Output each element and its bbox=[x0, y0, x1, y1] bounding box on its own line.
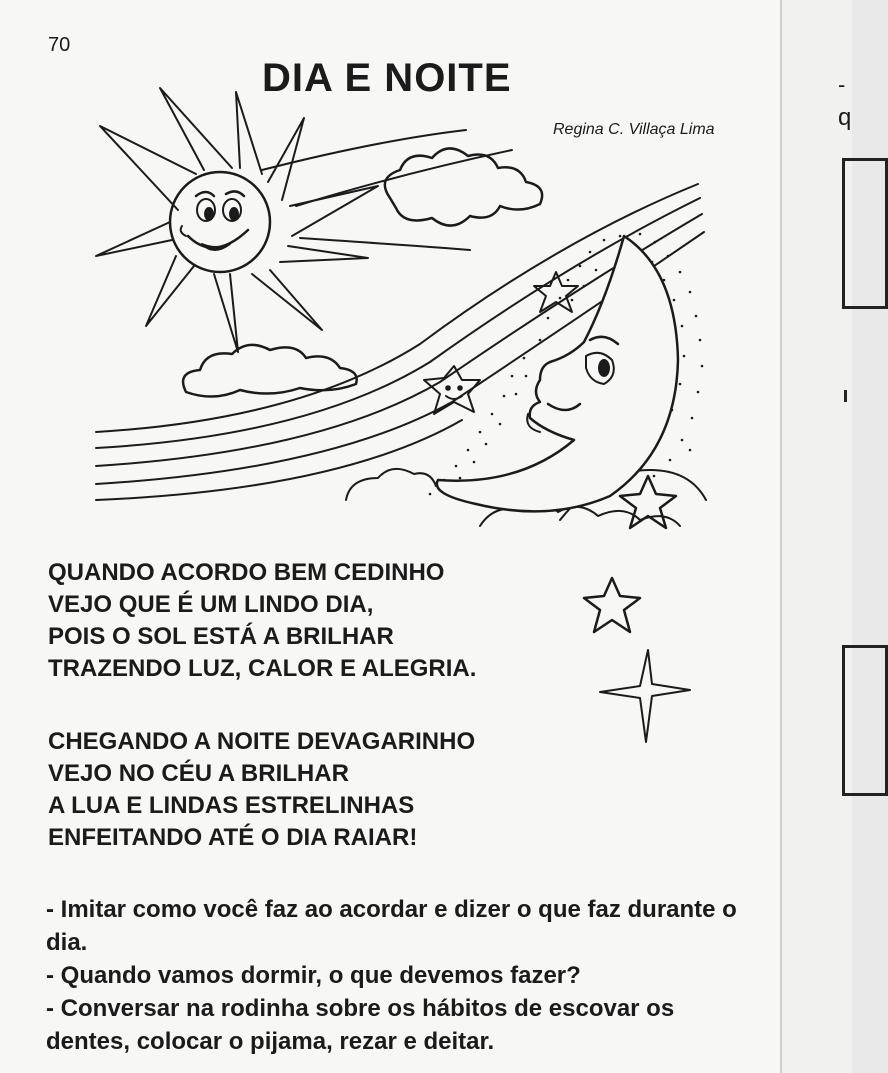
poem-line: POIS O SOL ESTÁ A BRILHAR bbox=[48, 623, 394, 650]
author-name: Regina C. Villaça Lima bbox=[553, 121, 715, 138]
poem-line: TRAZENDO LUZ, CALOR E ALEGRIA. bbox=[48, 655, 477, 682]
sparkle-star-icon bbox=[600, 650, 690, 742]
next-page-edge bbox=[780, 0, 852, 1073]
next-page-dash: - bbox=[838, 72, 846, 97]
next-page-letter: q bbox=[838, 104, 852, 131]
page-title: DIA E NOITE bbox=[262, 56, 512, 100]
crescent-moon-icon bbox=[429, 233, 704, 512]
poem-line: VEJO QUE É UM LINDO DIA, bbox=[48, 591, 374, 618]
next-page-mark bbox=[844, 390, 847, 402]
poem-stanza bbox=[48, 557, 476, 685]
activity-item: - Conversar na rodinha sobre os hábitos de escovar os dentes, colocar o pijama, rezar e deitar. bbox=[46, 995, 675, 1055]
poem-stanza bbox=[48, 726, 475, 854]
cloud-icon bbox=[183, 345, 357, 397]
activity-item: - Quando vamos dormir, o que devemos fazer? bbox=[46, 962, 581, 989]
star-icon bbox=[620, 476, 676, 528]
poem-line: CHEGANDO A NOITE DEVAGARINHO bbox=[48, 728, 476, 755]
poem-line: A LUA E LINDAS ESTRELINHAS bbox=[48, 792, 415, 819]
star-icon bbox=[584, 578, 640, 632]
poem-line: QUANDO ACORDO BEM CEDINHO bbox=[48, 559, 445, 586]
poem-line: ENFEITANDO ATÉ O DIA RAIAR! bbox=[48, 824, 418, 851]
activity-item: - Imitar como você faz ao acordar e dizer o que faz durante o dia. bbox=[46, 896, 737, 956]
smiling-sun-icon bbox=[96, 88, 378, 352]
next-page-box bbox=[842, 645, 888, 796]
poem-line: VEJO NO CÉU A BRILHAR bbox=[48, 760, 349, 787]
page-number: 70 bbox=[48, 34, 71, 56]
activity-list bbox=[46, 893, 758, 1058]
next-page-box bbox=[842, 158, 888, 309]
